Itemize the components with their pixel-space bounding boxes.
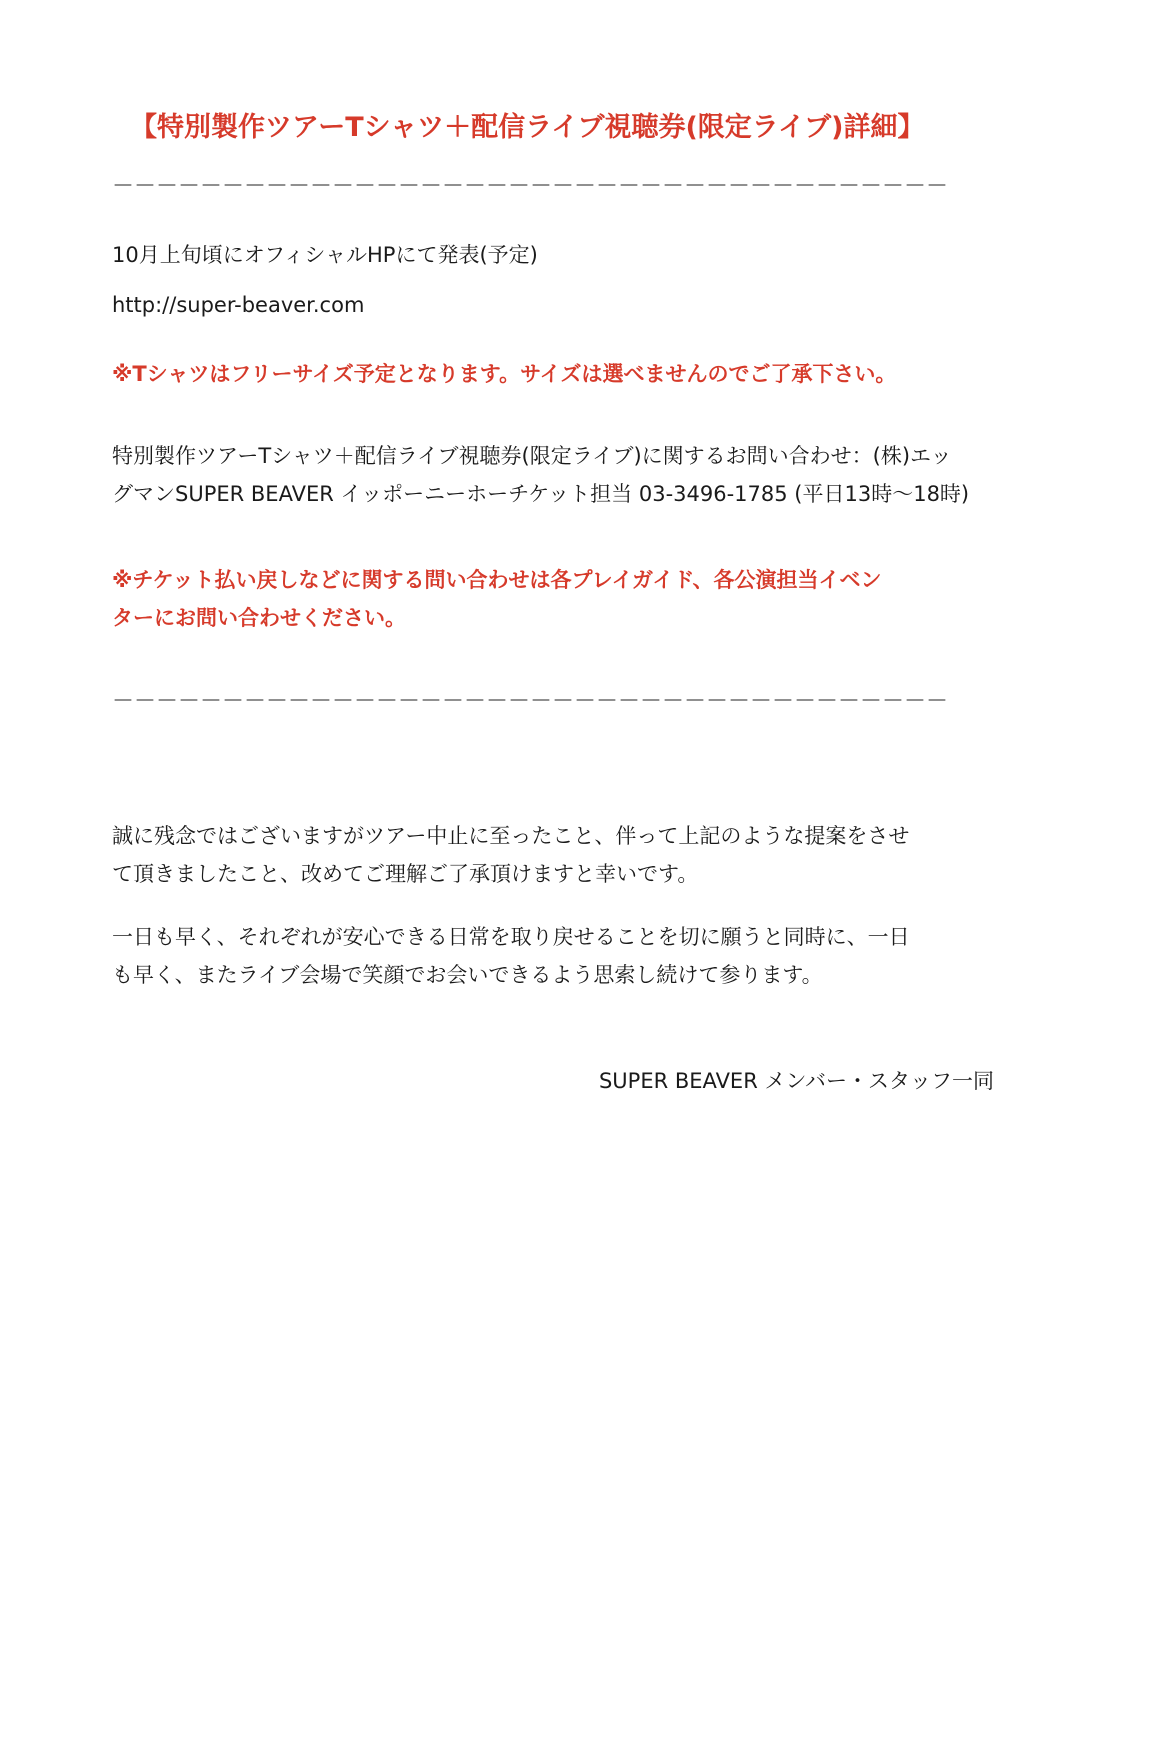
official-site-link[interactable]: http://super-beaver.com — [112, 293, 365, 317]
signature: SUPER BEAVER メンバー・スタッフ一同 — [598, 1069, 994, 1093]
refund-notice — [112, 561, 1042, 637]
refund-notice-line-2: ターにお問い合わせください。 — [112, 606, 406, 630]
announcement-text: 10月上旬頃にオフィシャルHPにて発表(予定) — [112, 243, 538, 267]
contact-info-line-1: 特別製作ツアーTシャツ＋配信ライブ視聴券(限定ライブ)に関するお問い合わせ：(株)エッ — [112, 444, 952, 468]
closing-paragraph-1 — [112, 817, 1042, 893]
closing-paragraph-1-line-1: 誠に残念ではございますがツアー中止に至ったこと、伴って上記のような提案をさせ — [112, 824, 910, 848]
divider-bottom: －－－－－－－－－－－－－－－－－－－－－－－－－－－－－－－－－－－－－－ — [112, 689, 949, 714]
closing-paragraph-2-line-1: 一日も早く、それぞれが安心できる日常を取り戻せることを切に願うと同時に、一日 — [112, 925, 910, 949]
contact-info-line-2: グマンSUPER BEAVER イッポーニーホーチケット担当 03-3496-1785 (平日13時〜18時) — [112, 482, 970, 506]
contact-info — [112, 437, 1042, 513]
divider-top: －－－－－－－－－－－－－－－－－－－－－－－－－－－－－－－－－－－－－－ — [112, 174, 949, 199]
closing-paragraph-2-line-2: も早く、またライブ会場で笑顔でお会いできるよう思索し続けて参ります。 — [112, 963, 823, 987]
refund-notice-line-1: ※チケット払い戻しなどに関する問い合わせは各プレイガイド、各公演担当イベン — [112, 568, 882, 592]
section-heading: 【特別製作ツアーTシャツ＋配信ライブ視聴券(限定ライブ)詳細】 — [130, 112, 925, 143]
closing-paragraph-2 — [112, 918, 1042, 994]
tshirt-size-notice: ※Tシャツはフリーサイズ予定となります。サイズは選べませんのでご了承下さい。 — [112, 362, 897, 386]
closing-paragraph-1-line-2: て頂きましたこと、改めてご理解ご了承頂けますと幸いです。 — [112, 862, 699, 886]
